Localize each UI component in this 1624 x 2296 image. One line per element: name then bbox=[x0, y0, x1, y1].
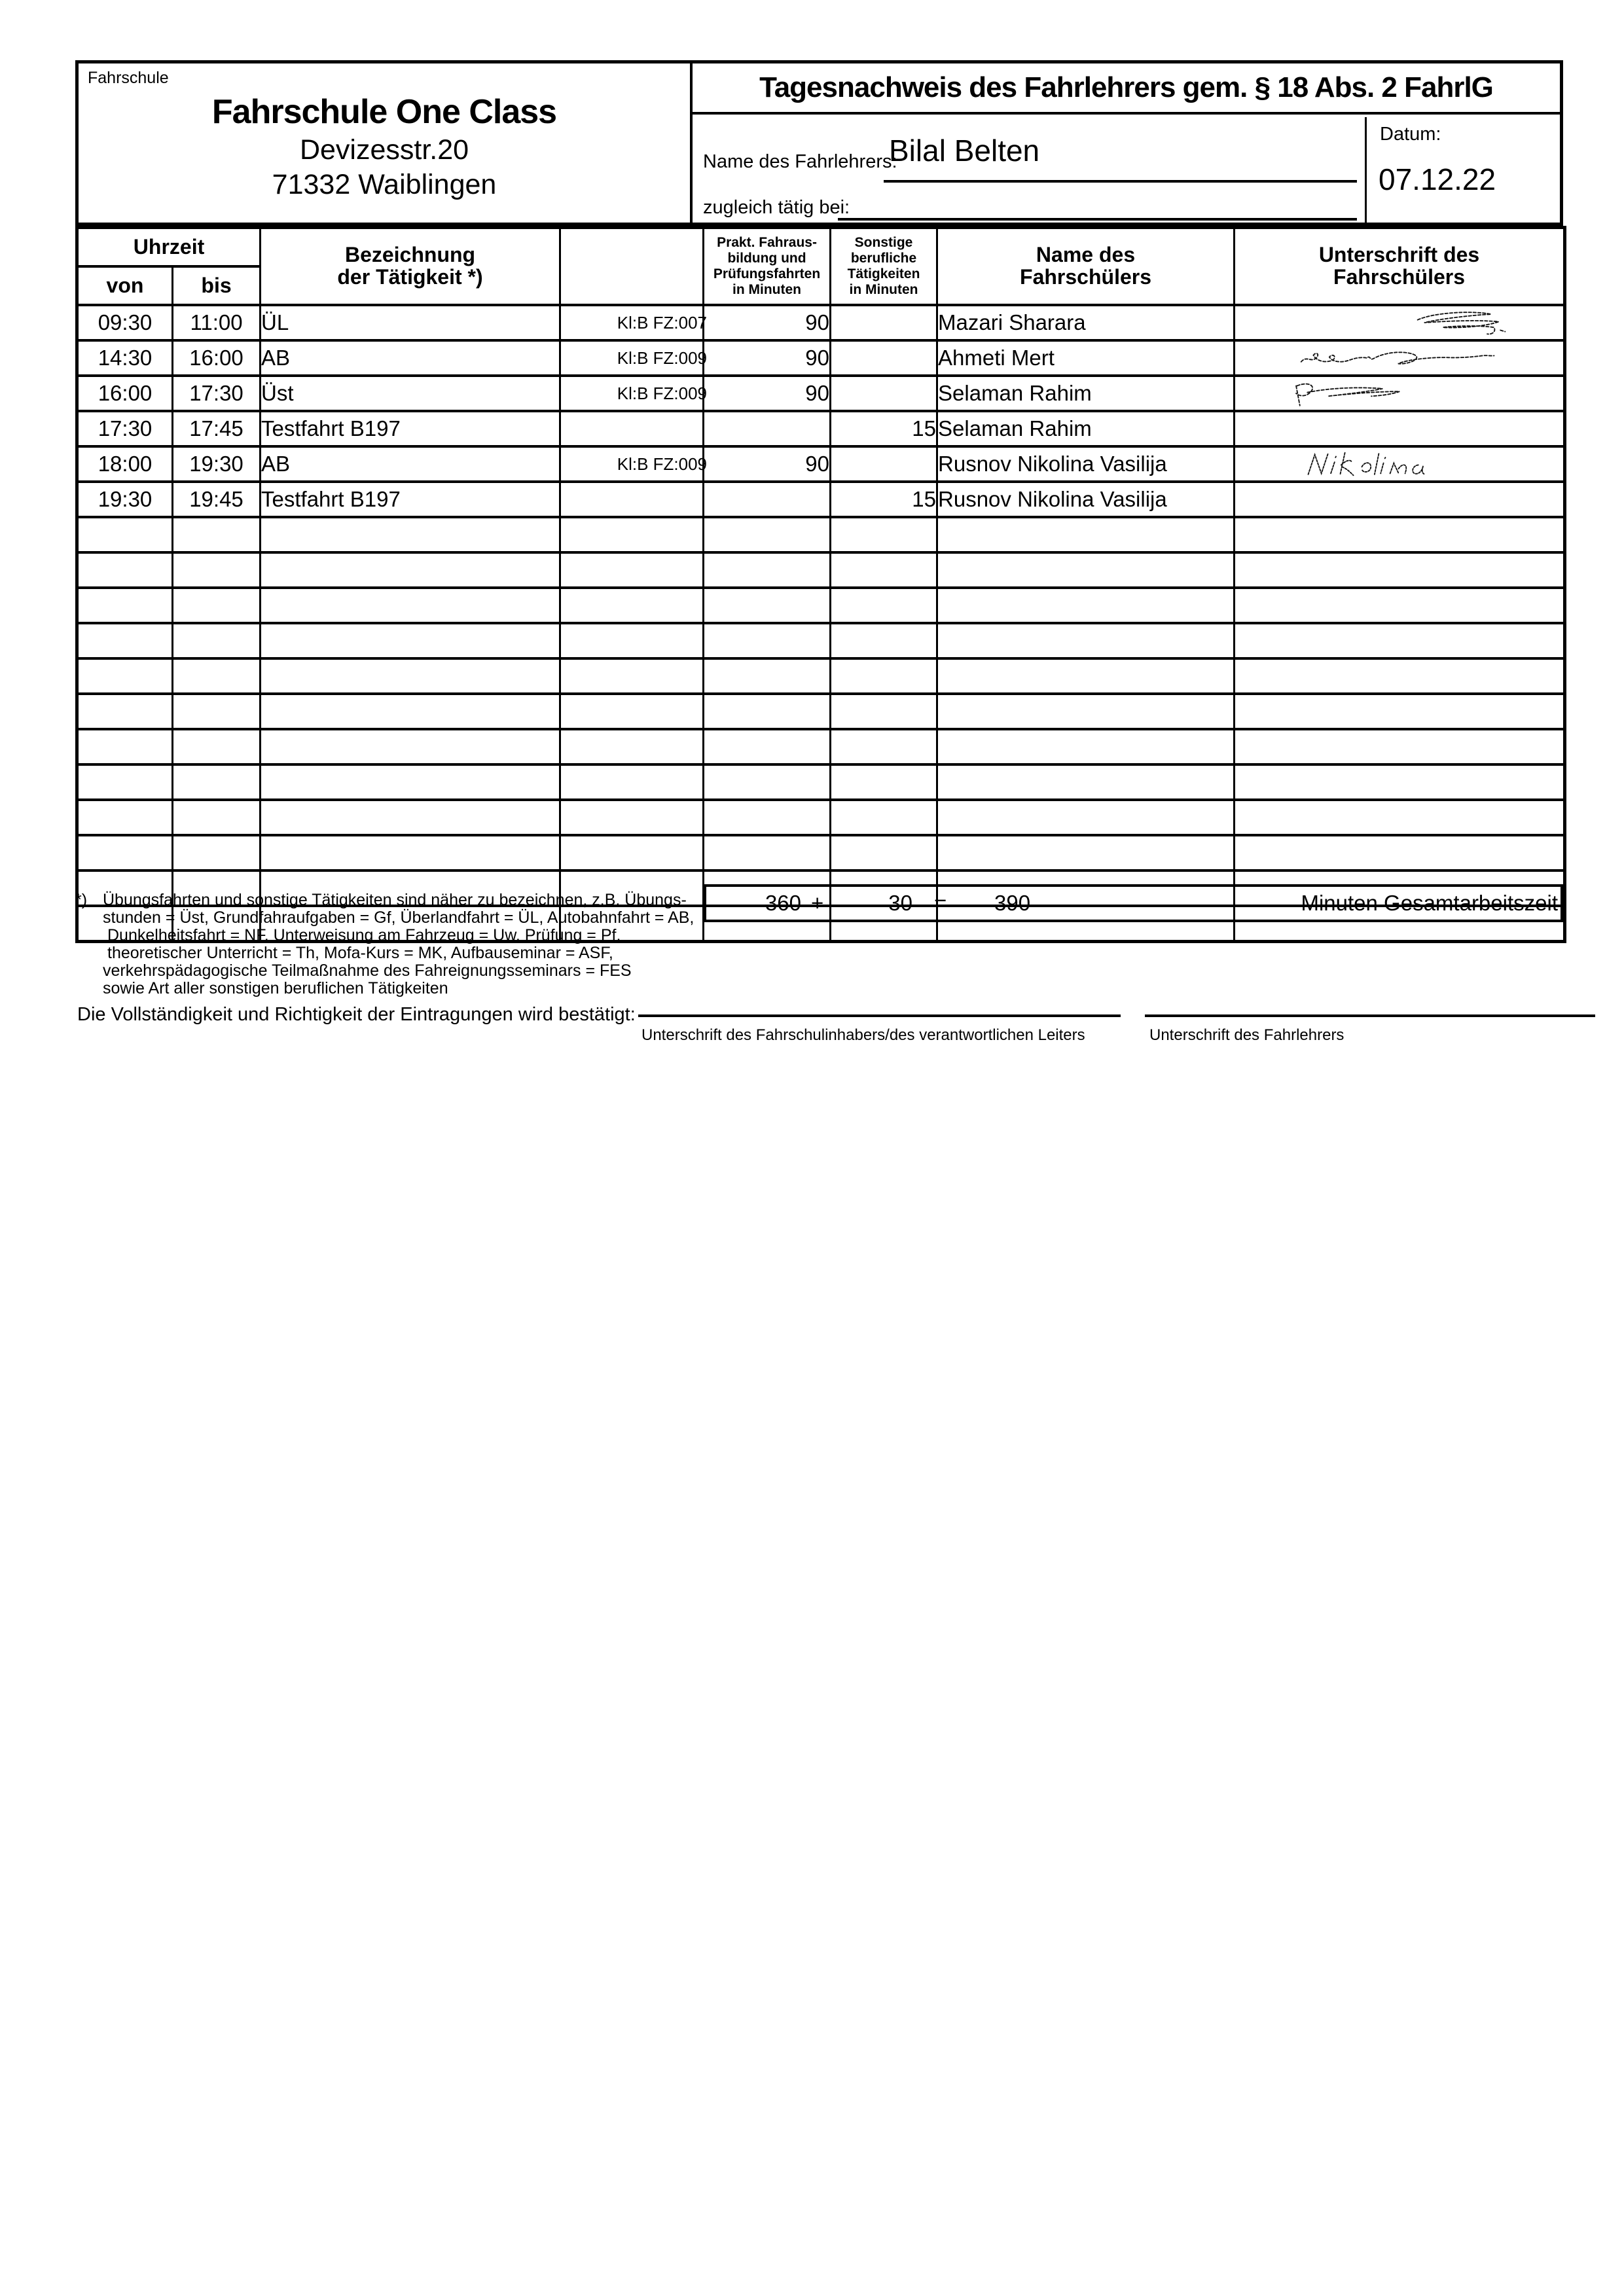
instructor-name-line bbox=[884, 180, 1357, 183]
table-row bbox=[77, 764, 1565, 800]
cell-prakt-minuten bbox=[704, 658, 831, 694]
table-row bbox=[77, 729, 1565, 764]
header-sonstige: Sonstige berufliche Tätigkeiten in Minuten bbox=[831, 228, 937, 306]
cell-taetigkeit: AB bbox=[261, 446, 560, 482]
cell-taetigkeit bbox=[261, 552, 560, 588]
header-kennzeichen-empty bbox=[560, 228, 704, 306]
table-row bbox=[77, 588, 1565, 623]
cell-taetigkeit bbox=[261, 764, 560, 800]
cell-bis bbox=[173, 623, 261, 658]
table-row bbox=[77, 552, 1565, 588]
footnote-line: theoretischer Unterricht = Th, Mofa-Kurs = MK, Aufbauseminar = ASF, bbox=[107, 944, 613, 962]
cell-sonstige-minuten bbox=[831, 305, 937, 340]
cell-schueler-name bbox=[937, 623, 1235, 658]
table-row bbox=[77, 517, 1565, 552]
cell-schueler-unterschrift bbox=[1235, 694, 1565, 729]
cell-schueler-name bbox=[937, 694, 1235, 729]
cell-sonstige-minuten bbox=[831, 764, 937, 800]
cell-bis: 19:45 bbox=[173, 482, 261, 517]
cell-sonstige-minuten bbox=[831, 800, 937, 835]
cell-schueler-name bbox=[937, 764, 1235, 800]
cell-sonstige-minuten bbox=[831, 588, 937, 623]
signature-scribble bbox=[1269, 449, 1530, 479]
cell-von bbox=[77, 623, 173, 658]
cell-von bbox=[77, 764, 173, 800]
cell-kennzeichen bbox=[560, 835, 704, 870]
signature-scribble bbox=[1255, 378, 1445, 408]
header-prakt: Prakt. Fahraus- bildung und Prüfungsfahrten in Minuten bbox=[704, 228, 831, 306]
table-row bbox=[77, 340, 1565, 376]
header-schueler-unterschrift: Unterschrift des Fahrschülers bbox=[1235, 228, 1565, 306]
cell-kennzeichen bbox=[560, 517, 704, 552]
cell-bis bbox=[173, 658, 261, 694]
cell-taetigkeit bbox=[261, 694, 560, 729]
cell-von bbox=[77, 694, 173, 729]
header-bis: bis bbox=[173, 266, 261, 305]
footnote bbox=[75, 891, 736, 997]
cell-sonstige-minuten: 15 bbox=[831, 411, 937, 446]
cell-schueler-name: Mazari Sharara bbox=[937, 305, 1235, 340]
footnote-line: stunden = Üst, Grundfahraufgaben = Gf, Überlandfahrt = ÜL, Autobahnfahrt = AB, bbox=[103, 908, 695, 927]
cell-prakt-minuten: 90 bbox=[704, 340, 831, 376]
cell-prakt-minuten bbox=[704, 552, 831, 588]
cell-kennzeichen bbox=[560, 411, 704, 446]
cell-schueler-unterschrift bbox=[1235, 482, 1565, 517]
total-box bbox=[704, 884, 1563, 922]
cell-bis: 17:45 bbox=[173, 411, 261, 446]
cell-taetigkeit bbox=[261, 658, 560, 694]
cell-von bbox=[77, 729, 173, 764]
cell-schueler-unterschrift bbox=[1235, 835, 1565, 870]
date-label: Datum: bbox=[1380, 124, 1441, 145]
cell-kennzeichen bbox=[560, 552, 704, 588]
cell-taetigkeit bbox=[261, 729, 560, 764]
footnote-line: sowie Art aller sonstigen beruflichen Tätigkeiten bbox=[103, 979, 448, 997]
cell-prakt-minuten bbox=[704, 411, 831, 446]
cell-bis: 16:00 bbox=[173, 340, 261, 376]
cell-sonstige-minuten bbox=[831, 658, 937, 694]
cell-schueler-unterschrift bbox=[1235, 340, 1565, 376]
school-box bbox=[79, 63, 693, 223]
cell-sonstige-minuten bbox=[831, 729, 937, 764]
footnote-marker: *) bbox=[75, 891, 88, 909]
cell-kennzeichen bbox=[560, 588, 704, 623]
cell-schueler-unterschrift bbox=[1235, 729, 1565, 764]
table-row bbox=[77, 800, 1565, 835]
cell-taetigkeit: Üst bbox=[261, 376, 560, 411]
school-name: Fahrschule One Class bbox=[211, 93, 557, 131]
cell-schueler-name: Rusnov Nikolina Vasilija bbox=[937, 482, 1235, 517]
cell-bis bbox=[173, 764, 261, 800]
plus-sign: + bbox=[811, 891, 824, 915]
cell-taetigkeit: Testfahrt B197 bbox=[261, 482, 560, 517]
cell-schueler-unterschrift bbox=[1235, 305, 1565, 340]
total-minutes: 390 bbox=[994, 891, 1031, 915]
activity-table bbox=[75, 226, 1566, 943]
cell-bis bbox=[173, 517, 261, 552]
cell-von bbox=[77, 588, 173, 623]
confirmation-text: Die Vollständigkeit und Richtigkeit der Eintragungen wird bestätigt: bbox=[77, 1004, 636, 1025]
cell-sonstige-minuten bbox=[831, 517, 937, 552]
cell-schueler-unterschrift bbox=[1235, 623, 1565, 658]
school-city: 71332 Waiblingen bbox=[272, 169, 497, 200]
cell-schueler-unterschrift bbox=[1235, 658, 1565, 694]
cell-prakt-minuten bbox=[704, 588, 831, 623]
cell-kennzeichen bbox=[560, 694, 704, 729]
cell-sonstige-minuten bbox=[831, 623, 937, 658]
footnote-line: Dunkelheitsfahrt = NF, Unterweisung am Fahrzeug = Uw, Prüfung = Pf, bbox=[107, 926, 621, 944]
cell-kennzeichen: Kl:B FZ:009 bbox=[560, 446, 704, 482]
cell-von bbox=[77, 552, 173, 588]
table-row bbox=[77, 835, 1565, 870]
cell-kennzeichen bbox=[560, 482, 704, 517]
footnote-line: verkehrspädagogische Teilmaßnahme des Fahreignungsseminars = FES bbox=[103, 961, 632, 980]
cell-bis: 11:00 bbox=[173, 305, 261, 340]
cell-kennzeichen bbox=[560, 800, 704, 835]
cell-sonstige-minuten bbox=[831, 446, 937, 482]
cell-von: 17:30 bbox=[77, 411, 173, 446]
header-von: von bbox=[77, 266, 173, 305]
title-box bbox=[693, 63, 1560, 115]
date-box bbox=[1365, 117, 1560, 223]
table-row bbox=[77, 623, 1565, 658]
cell-von bbox=[77, 835, 173, 870]
also-active-label: zugleich tätig bei: bbox=[703, 197, 850, 218]
cell-prakt-minuten: 90 bbox=[704, 305, 831, 340]
cell-schueler-name: Selaman Rahim bbox=[937, 376, 1235, 411]
owner-signature-line bbox=[638, 1014, 1121, 1017]
cell-kennzeichen: Kl:B FZ:009 bbox=[560, 340, 704, 376]
cell-bis bbox=[173, 588, 261, 623]
cell-prakt-minuten bbox=[704, 623, 831, 658]
signature-scribble bbox=[1384, 308, 1532, 338]
total-label: Minuten Gesamtarbeitszeit bbox=[1301, 891, 1558, 915]
date-value: 07.12.22 bbox=[1379, 162, 1496, 196]
table-row bbox=[77, 305, 1565, 340]
cell-von bbox=[77, 800, 173, 835]
header-bezeichnung: Bezeichnung der Tätigkeit *) bbox=[261, 228, 560, 306]
cell-prakt-minuten bbox=[704, 764, 831, 800]
cell-taetigkeit bbox=[261, 800, 560, 835]
cell-schueler-name bbox=[937, 800, 1235, 835]
cell-schueler-unterschrift bbox=[1235, 376, 1565, 411]
cell-schueler-name bbox=[937, 588, 1235, 623]
cell-sonstige-minuten bbox=[831, 376, 937, 411]
cell-prakt-minuten: 90 bbox=[704, 446, 831, 482]
cell-kennzeichen bbox=[560, 729, 704, 764]
header-uhrzeit: Uhrzeit bbox=[77, 228, 261, 267]
cell-schueler-unterschrift bbox=[1235, 411, 1565, 446]
cell-bis bbox=[173, 552, 261, 588]
cell-kennzeichen bbox=[560, 764, 704, 800]
also-active-line bbox=[838, 218, 1357, 221]
cell-sonstige-minuten bbox=[831, 552, 937, 588]
instructor-signature-caption: Unterschrift des Fahrlehrers bbox=[1149, 1026, 1344, 1044]
cell-schueler-unterschrift bbox=[1235, 446, 1565, 482]
cell-kennzeichen bbox=[560, 623, 704, 658]
instructor-box bbox=[693, 117, 1365, 223]
cell-schueler-name bbox=[937, 835, 1235, 870]
cell-schueler-unterschrift bbox=[1235, 764, 1565, 800]
form-header bbox=[75, 60, 1563, 226]
total-prakt: 360 bbox=[765, 891, 801, 915]
school-corner-label: Fahrschule bbox=[88, 69, 169, 87]
instructor-signature-line bbox=[1145, 1014, 1595, 1017]
table-row bbox=[77, 376, 1565, 411]
cell-schueler-name bbox=[937, 658, 1235, 694]
table-row bbox=[77, 658, 1565, 694]
total-sonstige: 30 bbox=[888, 891, 912, 915]
signature-scribble bbox=[1262, 343, 1537, 373]
cell-schueler-name bbox=[937, 729, 1235, 764]
owner-signature-caption: Unterschrift des Fahrschulinhabers/des verantwortlichen Leiters bbox=[641, 1026, 1085, 1044]
cell-schueler-unterschrift bbox=[1235, 552, 1565, 588]
cell-bis: 17:30 bbox=[173, 376, 261, 411]
table-row bbox=[77, 694, 1565, 729]
header-schueler-name: Name des Fahrschülers bbox=[937, 228, 1235, 306]
cell-prakt-minuten bbox=[704, 800, 831, 835]
cell-taetigkeit bbox=[261, 588, 560, 623]
cell-prakt-minuten bbox=[704, 729, 831, 764]
cell-taetigkeit: Testfahrt B197 bbox=[261, 411, 560, 446]
cell-schueler-name: Ahmeti Mert bbox=[937, 340, 1235, 376]
cell-von bbox=[77, 658, 173, 694]
cell-von: 14:30 bbox=[77, 340, 173, 376]
table-row bbox=[77, 411, 1565, 446]
school-street: Devizesstr.20 bbox=[299, 134, 469, 166]
cell-prakt-minuten bbox=[704, 835, 831, 870]
cell-prakt-minuten bbox=[704, 482, 831, 517]
cell-von bbox=[77, 517, 173, 552]
cell-sonstige-minuten bbox=[831, 835, 937, 870]
instructor-name-label: Name des Fahrlehrers: bbox=[703, 151, 897, 172]
cell-von: 19:30 bbox=[77, 482, 173, 517]
cell-schueler-name bbox=[937, 517, 1235, 552]
cell-von: 18:00 bbox=[77, 446, 173, 482]
cell-bis: 19:30 bbox=[173, 446, 261, 482]
cell-schueler-name bbox=[937, 552, 1235, 588]
cell-prakt-minuten bbox=[704, 694, 831, 729]
activity-table-body bbox=[77, 305, 1565, 942]
cell-schueler-name: Selaman Rahim bbox=[937, 411, 1235, 446]
cell-bis bbox=[173, 835, 261, 870]
cell-schueler-name: Rusnov Nikolina Vasilija bbox=[937, 446, 1235, 482]
cell-von: 09:30 bbox=[77, 305, 173, 340]
cell-taetigkeit bbox=[261, 623, 560, 658]
cell-schueler-unterschrift bbox=[1235, 800, 1565, 835]
cell-bis bbox=[173, 694, 261, 729]
cell-schueler-unterschrift bbox=[1235, 588, 1565, 623]
table-row bbox=[77, 482, 1565, 517]
cell-taetigkeit bbox=[261, 517, 560, 552]
cell-bis bbox=[173, 800, 261, 835]
cell-kennzeichen bbox=[560, 658, 704, 694]
cell-von: 16:00 bbox=[77, 376, 173, 411]
cell-prakt-minuten bbox=[704, 517, 831, 552]
cell-sonstige-minuten: 15 bbox=[831, 482, 937, 517]
cell-taetigkeit: ÜL bbox=[261, 305, 560, 340]
table-row bbox=[77, 446, 1565, 482]
equals-sign: = bbox=[934, 891, 947, 915]
cell-kennzeichen: Kl:B FZ:007 bbox=[560, 305, 704, 340]
cell-sonstige-minuten bbox=[831, 340, 937, 376]
instructor-name-value: Bilal Belten bbox=[889, 134, 1040, 168]
cell-prakt-minuten: 90 bbox=[704, 376, 831, 411]
cell-taetigkeit bbox=[261, 835, 560, 870]
cell-bis bbox=[173, 729, 261, 764]
cell-kennzeichen: Kl:B FZ:009 bbox=[560, 376, 704, 411]
cell-schueler-unterschrift bbox=[1235, 517, 1565, 552]
cell-sonstige-minuten bbox=[831, 694, 937, 729]
cell-taetigkeit: AB bbox=[261, 340, 560, 376]
form-title: Tagesnachweis des Fahrlehrers gem. § 18 Abs. 2 FahrlG bbox=[759, 71, 1493, 103]
footnote-line: Übungsfahrten und sonstige Tätigkeiten sind näher zu bezeichnen, z.B. Übungs- bbox=[103, 891, 687, 909]
